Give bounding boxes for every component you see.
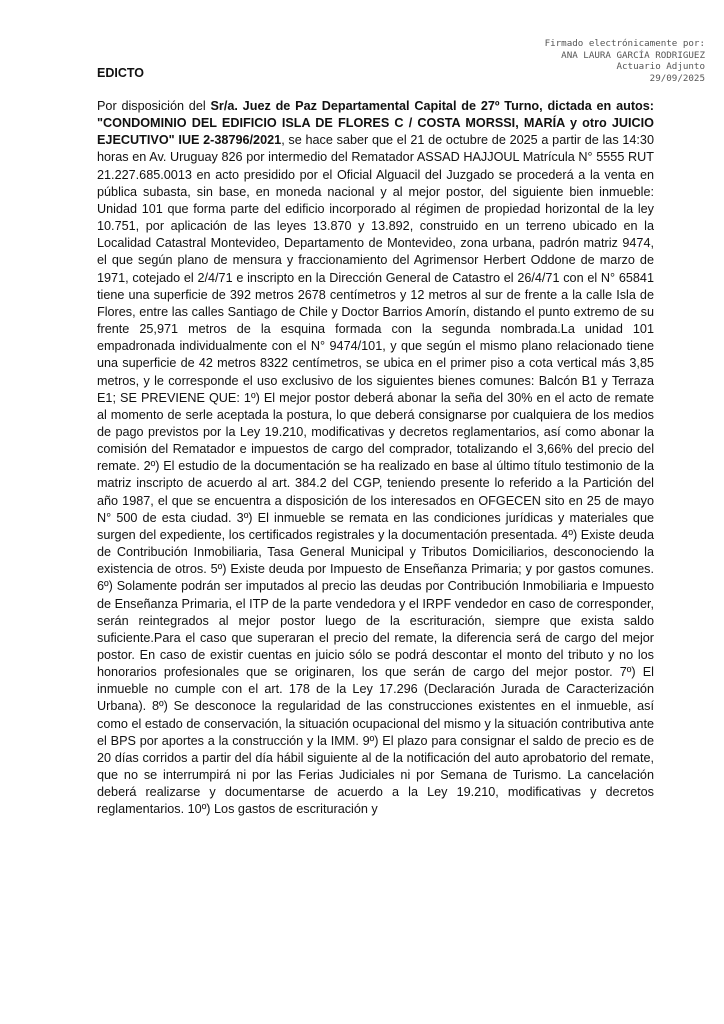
edict-body	[97, 98, 654, 819]
edict-case-caption: Sr/a. Juez de Paz Departamental Capital de 27º Turno, dictada en autos: "CONDOMINIO DEL EDIFICIO ISLA DE FLORES C / COSTA MORSSI, MARÍA y otro JUICIO EJECUTIVO" IUE 2-38796/2021	[97, 99, 654, 148]
document-title: EDICTO	[97, 66, 144, 80]
signature-signer-name: ANA LAURA GARCÍA RODRIGUEZ	[561, 49, 705, 61]
signature-signer-role: Actuario Adjunto	[616, 61, 705, 72]
signature-signed-by: Firmado electrónicamente por:	[544, 38, 705, 49]
edict-paragraph	[97, 98, 654, 819]
edict-text: , se hace saber que el 21 de octubre de 2025 a partir de las 14:30 horas en Av. Uruguay 826 por intermedio del Rematador ASSAD HAJJOUL Matrícula N° 5555 RUT 21.227.685.0013 en acto presidido por el Oficial Alguacil del Juzgado se procederá a la venta en pública subasta, sin base, en moneda nacional y al mejor postor, del siguiente bien inmueble: Unidad 101 que forma parte del edificio incorporado al régimen de propiedad horizontal de la ley 10.751, por aplicación de las leyes 13.870 y 13.892, construido en un terreno ubicado en la Localidad Catastral Montevideo, Departamento de Montevideo, zona urbana, padrón matriz 9474, el que según plano de mensura y fraccionamiento del Agrimensor Herbert Oddone de marzo de 1971, cotejado el 2/4/71 e inscripto en la Dirección General de Catastro el 26/4/71 con el N° 65841 tiene una superficie de 392 metros 2678 centímetros y 12 metros al sur de frente a la calle Isla de Flores, entre las calles Santiago de Chile y Doctor Barrios Amorín, distando el punto extremo de su frente 25,971 metros de la esquina formada con la segunda nombrada.La unidad 101 empadronada individualmente con el N° 9474/101, y que según el mismo plano relacionado tiene una superficie de 42 metros 8322 centímetros, se ubica en el primer piso a cota vertical más 3,85 metros, y le corresponde el uso exclusivo de los siguientes bienes comunes: Balcón B1 y Terraza E1; SE PREVIENE QUE: 1º) El mejor postor deberá abonar la seña del 30% en el acto de remate al momento de serle aceptada la postura, lo que deberá consignarse por cualquiera de los medios de pago previstos por la Ley 19.210, modificativas y decretos reglamentarios, así como abonar la comisión del Rematador e impuestos de cargo del comprador, totalizando el 3,66% del precio del remate. 2º) El estudio de la documentación se ha realizado en base al último título testimonio de la matriz inscripto de acuerdo al art. 384.2 del CGP, teniendo presente lo referido a la Partición del año 1987, el que se encuentra a disposición de los interesados en OFGECEN sito en 25 de mayo N° 500 de esta ciudad. 3º) El inmueble se remata en las condiciones jurídicas y materiales que surgen del expediente, los certificados registrales y la documentación presentada. 4º) Existe deuda de Contribución Inmobiliaria, Tasa General Municipal y Tributos Domiciliarios, desconociendo la existencia de otros. 5º) Existe deuda por Impuesto de Enseñanza Primaria; y por gastos comunes. 6º) Solamente podrán ser imputados al precio las deudas por Contribución Inmobiliaria e Impuesto de Enseñanza Primaria, el ITP de la parte vendedora y el IRPF vendedor en caso de corresponder, serán reintegrados al mejor postor luego de la escrituración, siempre que exista saldo suficiente.Para el caso que superaran el precio del remate, la diferencia será de cargo del mejor postor. En caso de existir cuentas en juicio sólo se podrá descontar el monto del tributo y no los honorarios profesionales que se originaren, los que serán de cargo del mejor postor. 7º) El inmueble no cumple con el art. 178 de la Ley 17.296 (Declaración Jurada de Caracterización Urbana). 8º) Se desconoce la regularidad de las construcciones existentes en el inmueble, así como el estado de conservación, la situación ocupacional del mismo y la situación contributiva ante el BPS por aportes a la construcción y la IMM. 9º) El plazo para consignar el saldo de precio es de 20 días corridos a partir del día hábil siguiente al de la notificación del auto aprobatorio del remate, que no se interrumpirá ni por las Ferias Judiciales ni por Semana de Turismo. La cancelación deberá realizarse y documentarse de acuerdo a la Ley 19.210, modificativas y decretos reglamentarios. 10º) Los gastos de escrituración y	[97, 133, 654, 817]
electronic-signature-block	[545, 38, 705, 84]
edict-intro: Por disposición del	[97, 99, 211, 113]
signature-date: 29/09/2025	[649, 72, 705, 84]
